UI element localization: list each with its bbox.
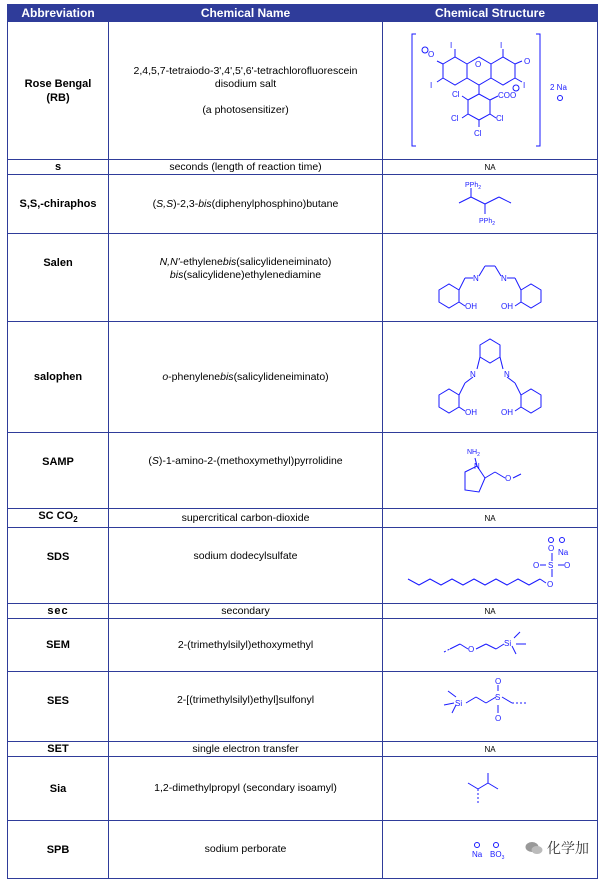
atom-label: I [449,40,452,50]
table-row [8,604,598,619]
ses-structure [430,675,550,739]
atom-label: N [474,461,480,471]
abbr-cell [8,22,109,160]
counterion-label: 2 Na [549,82,567,92]
name-part: N,N' [159,256,180,268]
name-cell: seconds (length of reaction time) [109,160,383,175]
atom-label: $NH_2$ [467,448,480,458]
table-row [8,619,598,672]
table-row [8,528,598,604]
atom-label: I [499,40,502,50]
name-part: bis [169,269,184,281]
header-chemical-structure: Chemical Structure [383,5,598,22]
atom-label: O [546,579,553,589]
table-row [8,509,598,528]
charge-icon [557,95,562,100]
structure-cell: NA [383,160,598,175]
atom-label: COO [497,90,516,100]
chiraphos-structure [445,177,535,231]
name-cell: 2-[(trimethylsilyl)ethyl]sulfonyl [109,672,383,742]
structure-cell [383,175,598,234]
atom-label: O [563,560,570,570]
charge-icon [494,842,499,847]
atom-label: O [523,56,530,66]
name-part: ( [148,455,152,467]
name-text-2: disodium salt [214,77,277,90]
charge-icon [475,842,480,847]
name-part: )-2,3- [173,197,199,210]
samp-structure [445,438,535,504]
watermark-text: 化学加 [547,840,589,856]
structure-cell: NA [383,742,598,757]
name-part: (salicylideneiminato) [233,370,329,383]
atom-label: N [473,273,479,283]
atom-label: O [505,473,512,483]
abbr-cell: SET [8,742,109,757]
name-part: bis [220,370,234,383]
abbr-cell: SAMP [8,433,109,509]
table-row [8,22,598,160]
table-row [8,742,598,757]
atom-label: O [532,560,539,570]
atom-label: Na [472,849,483,859]
name-cell [109,433,383,509]
atom-label: OH [501,408,513,417]
atom-label: PPh$_2$ [465,182,482,191]
atom-label: O [547,543,554,553]
name-cell [109,322,383,433]
atom-label: O [468,645,475,655]
table-row [8,234,598,322]
abbreviation-table [7,4,598,879]
structure-cell [383,22,598,160]
structure-cell [383,433,598,509]
name-part: S [151,455,159,467]
name-cell: 1,2-dimethylpropyl (secondary isoamyl) [109,757,383,821]
atom-label: N [470,370,476,379]
abbr-cell [8,509,109,528]
structure-cell: NA [383,509,598,528]
header-row [8,5,598,22]
table-row [8,175,598,234]
name-part: bis [222,256,237,268]
atom-label: PPh$_2$ [479,218,496,227]
abbr-cell: salophen [8,322,109,433]
atom-label: Cl [450,113,459,123]
atom-label: O [427,49,434,59]
name-cell: single electron transfer [109,742,383,757]
structure-cell: NA [383,604,598,619]
name-cell [109,175,383,234]
atom-label: $BO_3$ [490,849,505,861]
name-cell: sodium dodecylsulfate [109,528,383,604]
abbr-cell: S,S,-chiraphos [8,175,109,234]
table-row [8,433,598,509]
watermark [525,838,589,858]
header-chemical-name: Chemical Name [109,5,383,22]
salophen-structure [425,329,555,425]
name-cell: supercritical carbon-dioxide [109,509,383,528]
abbr-cell: SES [8,672,109,742]
sia-structure [450,761,530,817]
structure-cell [383,528,598,604]
name-cell [109,22,383,160]
structure-cell [383,757,598,821]
atom-label: S [547,560,553,570]
atom-label: S [495,692,501,702]
abbr-text: SC CO [38,510,74,522]
abbr-cell: SDS [8,528,109,604]
abbr-cell: SEM [8,619,109,672]
table-row [8,672,598,742]
atom-label: O [495,676,502,686]
header-abbreviation: Abbreviation [8,5,109,22]
name-part: )-1-amino-2-(methoxymethyl)pyrrolidine [158,455,343,467]
atom-label: Cl [473,128,482,138]
name-part: (salicylidene)ethylenediamine [183,269,322,281]
table-row [8,322,598,433]
atom-label: Si [504,639,512,649]
abbr-cell: s [8,160,109,175]
atom-label: OH [465,301,477,311]
name-cell [109,234,383,322]
atom-label: OH [501,301,513,311]
charge-icon [548,537,553,542]
structure-cell [383,322,598,433]
atom-label: I [522,80,525,90]
abbr-cell: Sia [8,757,109,821]
name-part: -ethylene [179,256,223,268]
name-part: -phenylene [168,370,221,383]
abbr-cell: sec [8,604,109,619]
abbr-text-2: (RB) [46,91,70,104]
rose-bengal-structure [388,28,593,154]
abbr-text: Rose Bengal [24,77,92,90]
salen-structure [425,238,555,318]
sds-structure [388,531,593,601]
atom-label: OH [465,408,477,417]
name-part: o [162,370,169,383]
abbr-subscript: 2 [73,515,78,525]
wechat-icon [525,841,543,855]
sem-structure [430,622,550,668]
name-part: ( [152,197,157,210]
atom-label: I [429,80,432,90]
atom-label: N [501,273,507,283]
structure-cell [383,234,598,322]
name-cell: secondary [109,604,383,619]
structure-cell [383,672,598,742]
table-row [8,160,598,175]
name-text: 2,4,5,7-tetraiodo-3',4',5',6'-tetrachlorofluorescein [133,64,358,77]
charge-icon [559,537,564,542]
name-part: (diphenylphosphino)butane [211,197,339,210]
name-cell: 2-(trimethylsilyl)ethoxymethyl [109,619,383,672]
name-part: S,S [156,197,174,210]
spb-structure [468,835,528,865]
atom-label: O [495,713,502,723]
name-part: bis [198,197,212,210]
name-text-3: (a photosensitizer) [202,103,289,116]
table-row [8,757,598,821]
atom-label: O [474,59,481,69]
abbr-cell: SPB [8,821,109,879]
atom-label: Cl [495,113,504,123]
atom-label: N [504,370,510,379]
structure-cell [383,619,598,672]
atom-label: Si [455,698,463,708]
abbr-cell: Salen [8,234,109,322]
counterion-label: Na [557,547,568,557]
name-part: (salicylideneiminato) [236,256,332,268]
atom-label: Cl [451,89,460,99]
name-cell: sodium perborate [109,821,383,879]
